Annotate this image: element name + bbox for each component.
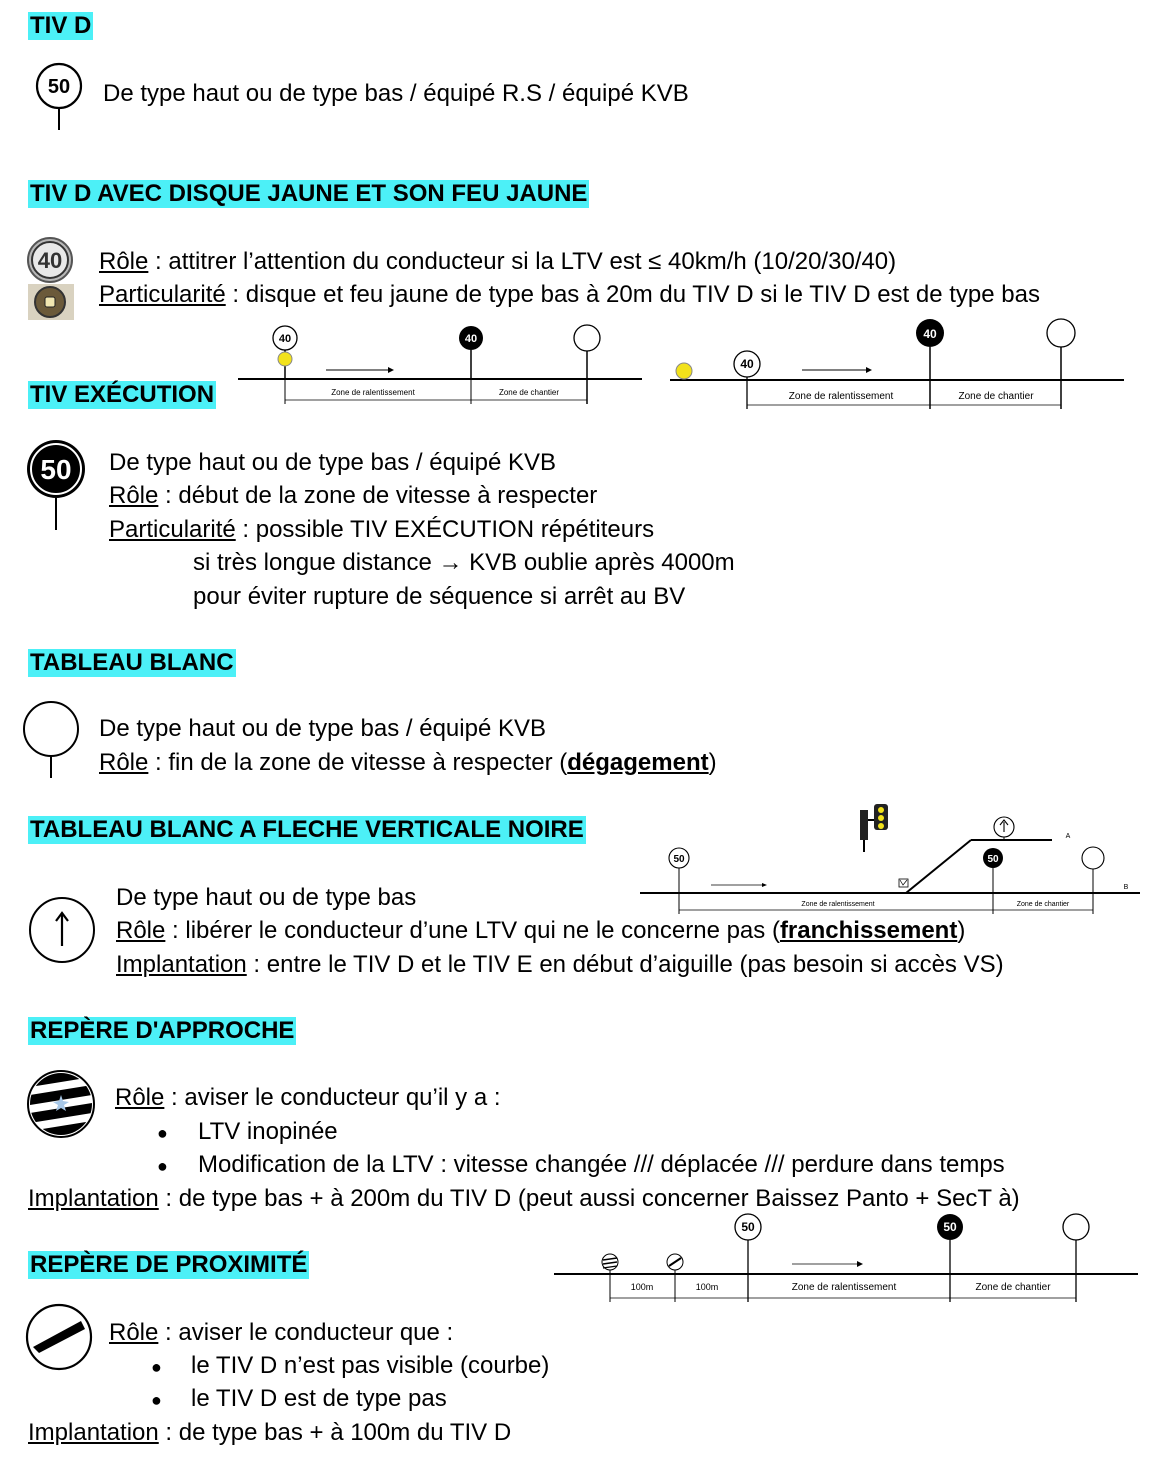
role-text: : libérer le conducteur d’une LTV qui ne le concerne pas ( xyxy=(165,917,780,944)
role-text: : début de la zone de vitesse à respecter xyxy=(158,482,598,509)
d1-tivd-value: 40 xyxy=(278,333,292,345)
repere-approche-role xyxy=(115,1081,501,1115)
diagram-ltv-tiv-d-bas xyxy=(668,315,1128,415)
implantation-label: Implantation xyxy=(28,1419,159,1446)
heading-repere-proximite: REPÈRE DE PROXIMITÉ xyxy=(30,1251,308,1278)
tiv-execution-sub2: pour éviter rupture de séquence si arrêt au BV xyxy=(193,583,686,610)
tiv-d-jaune-role xyxy=(99,245,896,279)
bullet-icon: ● xyxy=(157,1156,168,1176)
d3-label-a: A xyxy=(1065,833,1071,840)
role-end: ) xyxy=(708,749,717,776)
tiv-d-sign-value: 50 xyxy=(47,76,71,98)
role-text: : aviser le conducteur qu’il y a : xyxy=(164,1084,501,1111)
repere-approche-striped-icon xyxy=(24,1068,98,1140)
d3-zone-ralentissement: Zone de ralentissement xyxy=(801,901,875,908)
d3-label-b: B xyxy=(1123,884,1129,891)
tiv-execution-role xyxy=(109,479,597,513)
tableau-blanc-role xyxy=(99,746,717,780)
d3-tive-value: 50 xyxy=(987,854,999,865)
diagram-ltv-tiv-d-haut xyxy=(236,320,646,412)
role-text: : fin de la zone de vitesse à respecter ( xyxy=(148,749,568,776)
role-bold: franchissement xyxy=(779,917,958,944)
tiv-execution-sign-icon xyxy=(24,438,88,532)
role-label: Rôle xyxy=(116,917,166,944)
heading-tiv-d-disque-jaune: TIV D AVEC DISQUE JAUNE ET SON FEU JAUNE xyxy=(30,180,588,207)
diagram-reperes-distances xyxy=(552,1210,1142,1306)
bullet-icon: ● xyxy=(151,1390,162,1410)
tableau-fleche-implantation xyxy=(116,948,1004,982)
d4-tivd-value: 50 xyxy=(741,1220,755,1234)
heading-tiv-d: TIV D xyxy=(30,12,92,39)
tiv-execution-sub1: si très longue distance → KVB oublie après 4000m xyxy=(193,549,735,576)
heading-repere-approche: REPÈRE D'APPROCHE xyxy=(30,1017,295,1044)
d2-tivd-value: 40 xyxy=(740,357,754,371)
d4-distance-1: 100m xyxy=(630,1282,654,1292)
tableau-fleche-role xyxy=(116,914,965,948)
repere-proximite-role xyxy=(109,1316,453,1350)
tiv-d-yellow-sign-value: 40 xyxy=(37,248,63,273)
tiv-execution-description: De type haut ou de type bas / équipé KVB xyxy=(109,449,556,476)
role-label: Rôle xyxy=(99,248,149,275)
heading-tableau-fleche: TABLEAU BLANC A FLECHE VERTICALE NOIRE xyxy=(30,816,584,843)
role-label: Rôle xyxy=(99,749,149,776)
tiv-execution-particularite xyxy=(109,513,654,547)
role-text: : attitrer l’attention du conducteur si la LTV est ≤ 40km/h (10/20/30/40) xyxy=(148,248,897,275)
implantation-text: : de type bas + à 200m du TIV D (peut aussi concerner Baissez Panto + SecT à) xyxy=(158,1185,1020,1212)
d3-zone-chantier: Zone de chantier xyxy=(1016,901,1070,908)
tableau-fleche-sign-icon xyxy=(26,895,98,965)
d4-tive-value: 50 xyxy=(943,1220,957,1234)
tiv-d-jaune-particularite xyxy=(99,278,1040,312)
d1-zone-chantier: Zone de chantier xyxy=(498,388,560,397)
d1-zone-ralentissement: Zone de ralentissement xyxy=(331,388,415,397)
tiv-d-yellow-disc-icon xyxy=(24,236,78,322)
particularite-text: : disque et feu jaune de type bas à 20m du TIV D si le TIV D est de type bas xyxy=(225,281,1040,308)
bullet-icon: ● xyxy=(157,1123,168,1143)
d4-zone-ralentissement: Zone de ralentissement xyxy=(791,1282,897,1293)
implantation-label: Implantation xyxy=(116,951,247,978)
implantation-text: : entre le TIV D et le TIV E en début d’aiguille (pas besoin si accès VS) xyxy=(246,951,1004,978)
repere-proximite-implantation xyxy=(28,1416,511,1450)
role-label: Rôle xyxy=(109,482,159,509)
heading-tableau-blanc: TABLEAU BLANC xyxy=(30,649,234,676)
repere-approche-bullet-2: Modification de la LTV : vitesse changée /// déplacée /// perdure dans temps xyxy=(198,1151,1005,1178)
particularite-label: Particularité xyxy=(109,516,236,543)
tableau-fleche-description: De type haut ou de type bas xyxy=(116,884,417,911)
role-label: Rôle xyxy=(109,1319,159,1346)
d2-zone-ralentissement: Zone de ralentissement xyxy=(788,391,894,402)
role-label: Rôle xyxy=(115,1084,165,1111)
role-bold: dégagement xyxy=(567,749,709,776)
d4-distance-2: 100m xyxy=(695,1282,719,1292)
tableau-blanc-description: De type haut ou de type bas / équipé KVB xyxy=(99,715,546,742)
particularite-text: : possible TIV EXÉCUTION répétiteurs xyxy=(235,516,655,543)
repere-proximite-bullet-2: le TIV D est de type pas xyxy=(191,1385,447,1412)
role-text: : aviser le conducteur que : xyxy=(158,1319,454,1346)
tiv-d-description: De type haut ou de type bas / équipé R.S / équipé KVB xyxy=(103,80,689,107)
d2-tive-value: 40 xyxy=(923,327,937,341)
particularite-label: Particularité xyxy=(99,281,226,308)
tableau-blanc-sign-icon xyxy=(22,700,82,780)
tiv-d-sign-icon xyxy=(30,60,90,132)
bullet-icon: ● xyxy=(151,1357,162,1377)
tiv-execution-sign-value: 50 xyxy=(40,454,72,485)
repere-proximite-icon xyxy=(24,1302,94,1372)
d3-tivd-value: 50 xyxy=(673,854,685,865)
role-end: ) xyxy=(957,917,966,944)
repere-approche-bullet-1: LTV inopinée xyxy=(198,1118,338,1145)
implantation-text: : de type bas + à 100m du TIV D xyxy=(158,1419,512,1446)
diagram-aiguille-fleche xyxy=(638,800,1144,920)
d4-zone-chantier: Zone de chantier xyxy=(975,1282,1051,1293)
implantation-label: Implantation xyxy=(28,1185,159,1212)
d2-zone-chantier: Zone de chantier xyxy=(958,391,1034,402)
heading-tiv-execution: TIV EXÉCUTION xyxy=(30,381,215,408)
d1-tive-value: 40 xyxy=(464,333,478,345)
repere-proximite-bullet-1: le TIV D n’est pas visible (courbe) xyxy=(191,1352,550,1379)
